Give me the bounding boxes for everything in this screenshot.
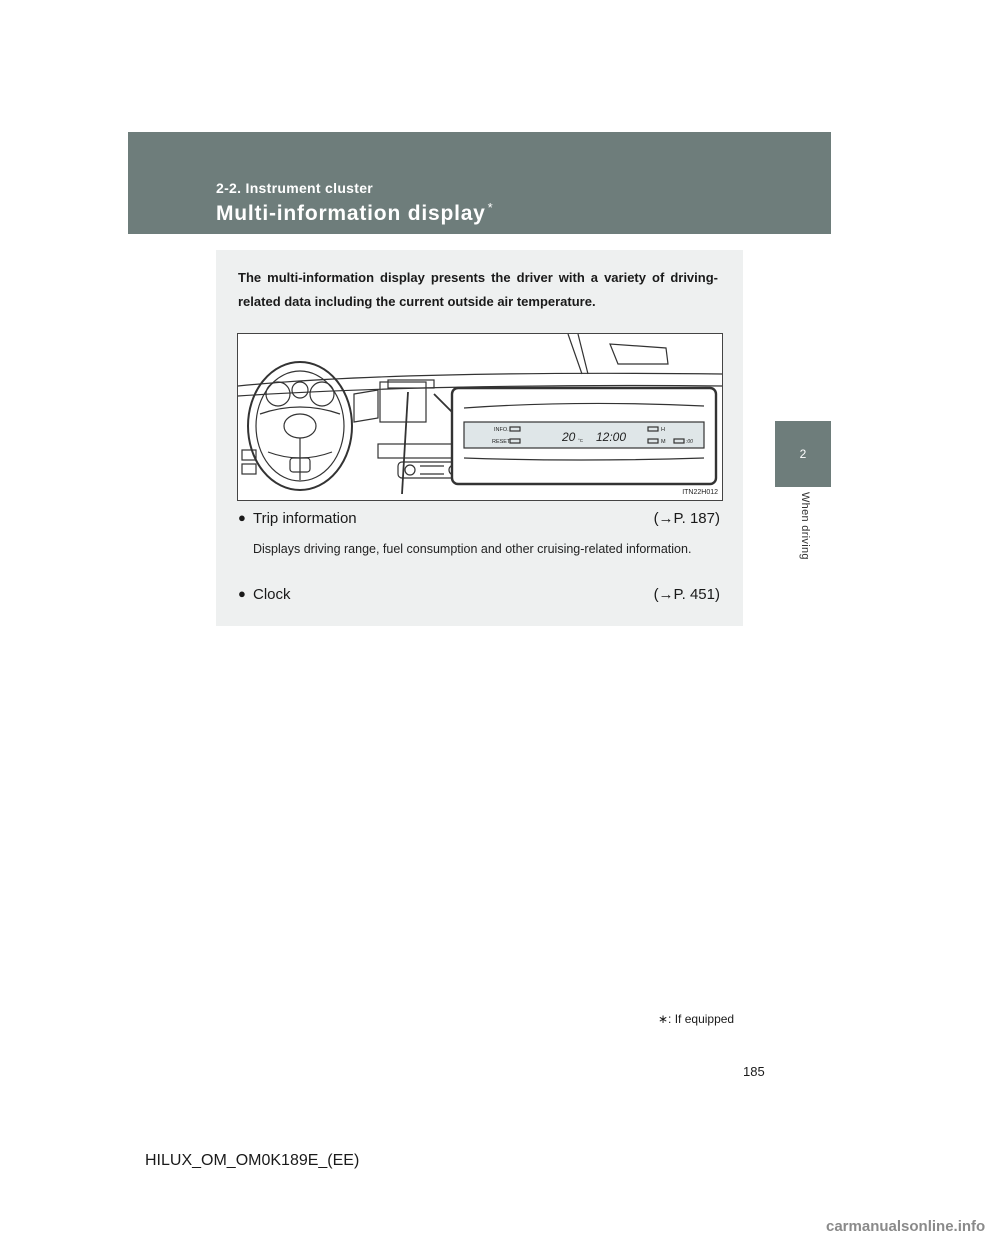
temperature-unit: °C: [578, 438, 584, 443]
small-readout: :00: [686, 439, 693, 445]
info-button-label: INFO.: [494, 427, 509, 433]
content-box: [216, 250, 743, 626]
footnote: ∗: If equipped: [658, 1012, 735, 1026]
illustration-code: ITN22H012: [682, 489, 718, 496]
temperature-readout: 20: [562, 430, 576, 444]
list-item-clock: [238, 586, 720, 606]
watermark: carmanualsonline.info: [826, 1218, 985, 1235]
page-reference[interactable]: (→P. 451): [653, 586, 720, 603]
chapter-tab[interactable]: 2: [775, 421, 831, 487]
document-code: HILUX_OM_OM0K189E_(EE): [145, 1152, 360, 1169]
page-number: 185: [743, 1064, 765, 1079]
intro-text: The multi-information display presents the driver with a variety of driving-related data including the current outside air temperature.: [238, 270, 718, 309]
item-label: Trip information: [253, 510, 357, 527]
if-equipped-mark: *: [487, 200, 494, 215]
clock-readout: 12:00: [596, 430, 627, 444]
dashboard-illustration: [237, 333, 723, 501]
trip-description: Displays driving range, fuel consumption and other cruising-related information.: [253, 542, 692, 556]
chapter-label: When driving: [799, 492, 811, 560]
list-item-trip-information: [238, 510, 720, 530]
bullet-icon: ●: [238, 586, 246, 601]
page-title-text: Multi-information display: [216, 202, 486, 225]
page-reference[interactable]: (→P. 187): [653, 510, 720, 527]
bullet-icon: ●: [238, 510, 246, 525]
minute-button-label: M: [661, 439, 666, 445]
section-label: 2-2. Instrument cluster: [216, 180, 374, 196]
dashboard-drawing: [238, 334, 722, 500]
page-title: [216, 200, 494, 226]
hour-button-label: H: [661, 427, 665, 433]
item-label: Clock: [253, 586, 291, 603]
reset-button-label: RESET: [492, 439, 511, 445]
